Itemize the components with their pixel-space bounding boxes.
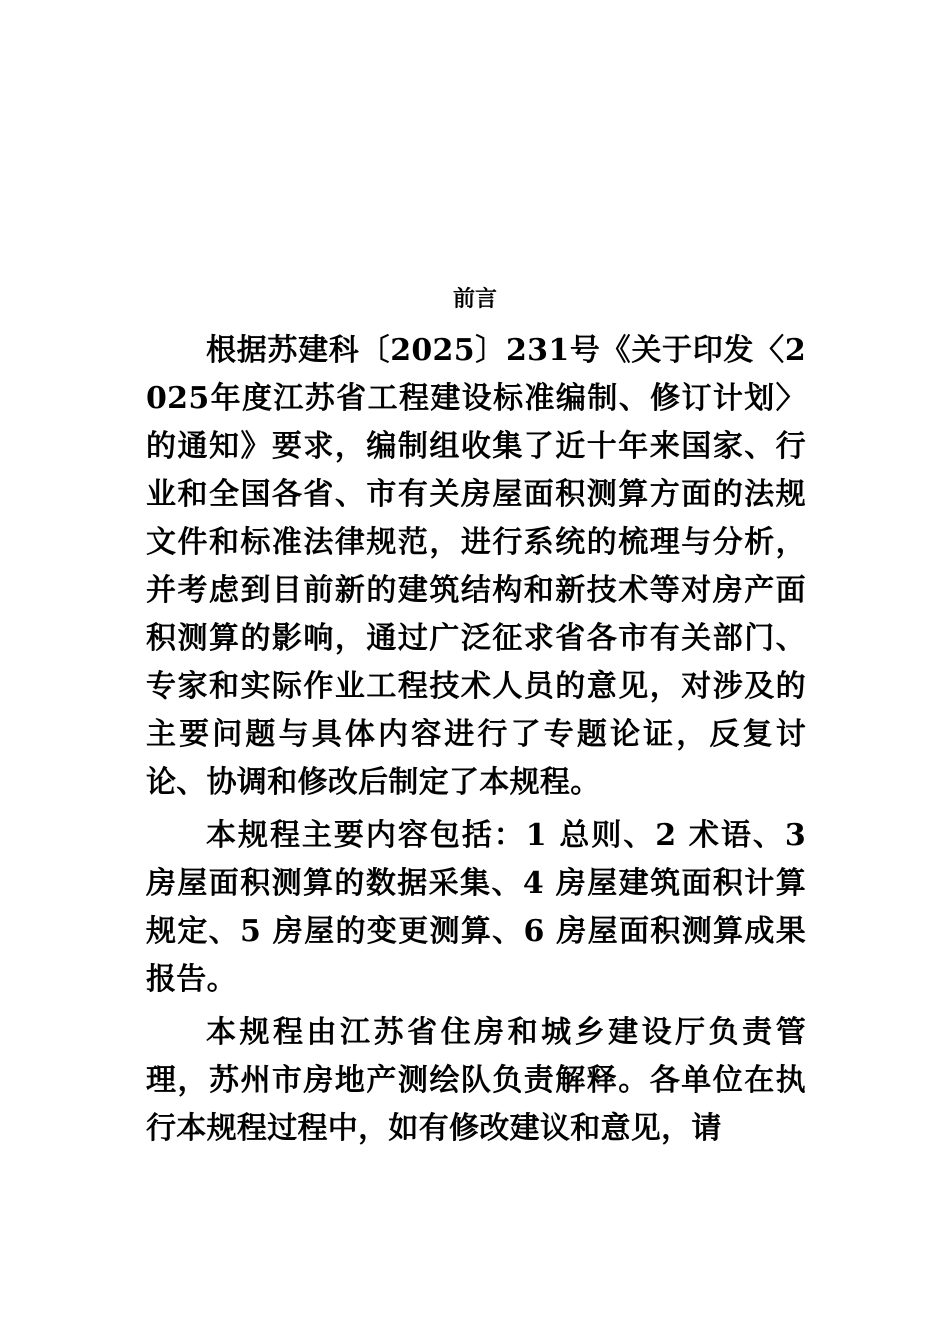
paragraph-basis: 根据苏建科〔2025〕231号《关于印发〈2025年度江苏省工程建设标准编制、修订计划〉的通知》要求，编制组收集了近十年来国家、行业和全国各省、市有关房屋面积测算方面的法规文件和标准法律规范，进行系统的梳理与分析，并考虑到目前新的建筑结构和新技术等对房产面积测算的影响，通过广泛征求省各市有关部门、专家和实际作业工程技术人员的意见，对涉及的主要问题与具体内容进行了专题论证，反复讨论、协调和修改后制定了本规程。 <box>146 333 806 800</box>
paragraph-management: 本规程由江苏省住房和城乡建设厅负责管理，苏州市房地产测绘队负责解释。各单位在执行本规程过程中，如有修改建议和意见，请 <box>146 1015 806 1146</box>
preface-body <box>146 327 806 1153</box>
page-title: 前言 <box>452 287 497 312</box>
paragraph-contents: 本规程主要内容包括：1 总则、2 术语、3 房屋面积测算的数据采集、4 房屋建筑面积计算规定、5 房屋的变更测算、6 房屋面积测算成果报告。 <box>146 818 806 997</box>
